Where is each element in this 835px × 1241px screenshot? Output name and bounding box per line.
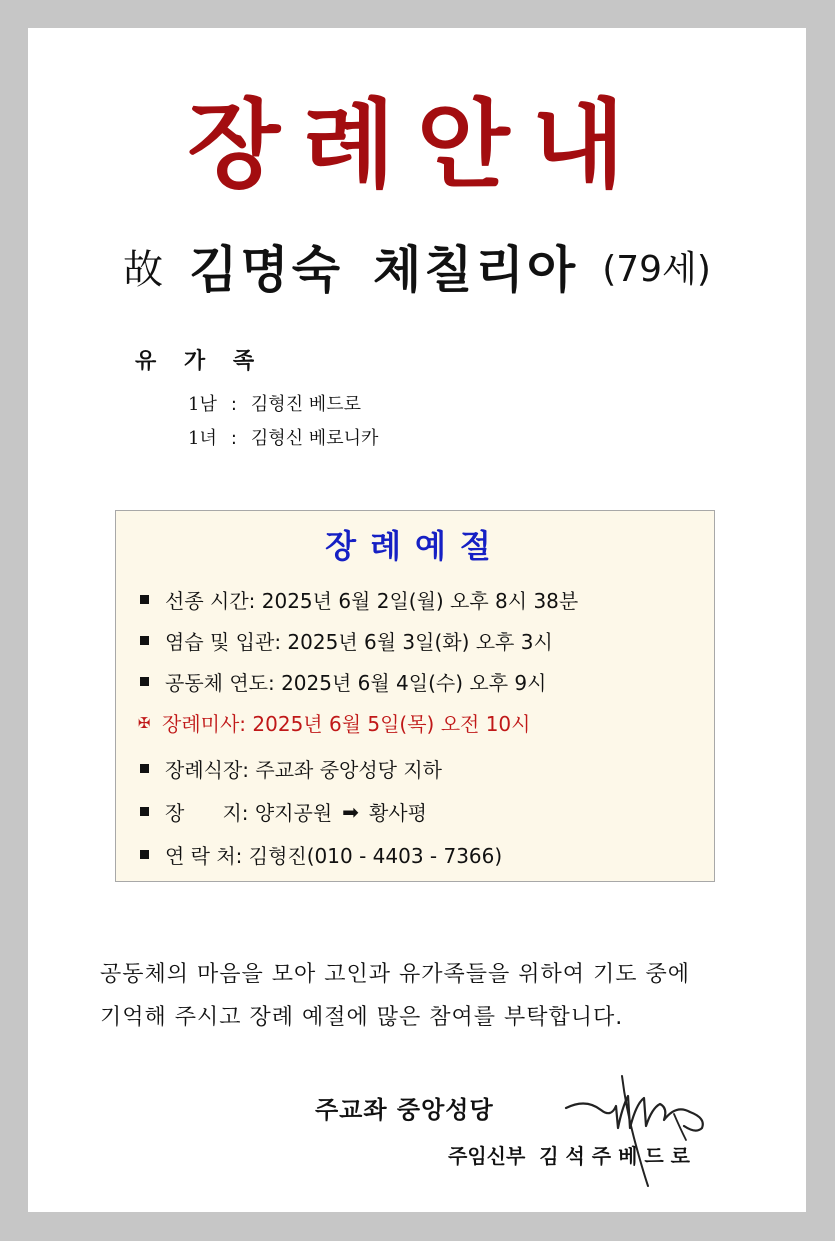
family-name: 김형진 베드로: [250, 394, 361, 415]
signature-image: [556, 1068, 736, 1188]
rite-item: [136, 626, 553, 655]
rite-item: [136, 667, 546, 696]
deceased-line: [28, 230, 806, 302]
rite-value: 2025년 6월 3일(화) 오후 3시: [287, 630, 553, 654]
family-name: 김형신 베로니카: [250, 428, 379, 449]
square-bullet-icon: [140, 850, 149, 859]
rite-item: [136, 585, 578, 614]
square-bullet-icon: [140, 807, 149, 816]
rite-label: 공동체 연도:: [165, 671, 275, 695]
rite-item: [136, 754, 442, 783]
church-name: 주교좌 중앙성당: [315, 1096, 494, 1124]
rite-value-destination: 황사평: [368, 801, 427, 825]
pastor-name: 김 석 주 베 드 로: [539, 1144, 690, 1168]
deceased-name: 김명숙: [189, 241, 343, 299]
square-bullet-icon: [140, 677, 149, 686]
arrow-right-icon: ➡: [342, 799, 359, 824]
rite-item-highlight: [136, 708, 530, 737]
family-relation: 1녀: [188, 428, 217, 449]
rite-label: 장례미사:: [162, 712, 247, 736]
rite-label: 연 락 처:: [165, 844, 243, 868]
rite-label: 장례식장:: [165, 758, 250, 782]
rite-value: 2025년 6월 2일(월) 오후 8시 38분: [261, 589, 579, 613]
notice-title: 장례안내: [187, 89, 647, 201]
rite-label: 염습 및 입관:: [165, 630, 282, 654]
message-line-2: 기억해 주시고 장례 예절에 많은 참여를 부탁합니다.: [100, 1005, 624, 1030]
pastor-title: 주임신부: [448, 1144, 526, 1168]
rite-value: 김형진(010 - 4403 - 7366): [248, 844, 503, 868]
rite-value: 양지공원: [254, 801, 333, 825]
rite-item: [136, 840, 502, 869]
square-bullet-icon: [140, 636, 149, 645]
rite-value: 2025년 6월 4일(수) 오후 9시: [281, 671, 547, 695]
deceased-baptismal-name: 체칠리아: [373, 241, 579, 299]
deceased-age: (79세): [602, 248, 711, 290]
rite-value: 2025년 6월 5일(목) 오전 10시: [252, 712, 531, 736]
deceased-prefix: 故: [123, 246, 164, 293]
cross-icon: ✠: [137, 713, 151, 732]
square-bullet-icon: [140, 595, 149, 604]
rite-label: 선종 시간:: [165, 589, 256, 613]
rites-box: [115, 510, 715, 882]
funeral-notice-page: [28, 28, 806, 1212]
family-member: 1남 : 김형진 베드로: [188, 394, 361, 415]
rite-item: [136, 797, 427, 826]
rite-label: 장 지:: [165, 801, 249, 825]
family-relation: 1남: [188, 394, 217, 415]
rites-title: 장례예절: [325, 527, 505, 565]
pastor-signature-line: [448, 1140, 690, 1169]
family-heading: 유 가 족: [135, 349, 265, 374]
family-member: 1녀 : 김형신 베로니카: [188, 428, 379, 449]
message-line-1: 공동체의 마음을 모아 고인과 유가족들을 위하여 기도 중에: [100, 962, 691, 987]
rite-value: 주교좌 중앙성당 지하: [255, 758, 442, 782]
square-bullet-icon: [140, 764, 149, 773]
